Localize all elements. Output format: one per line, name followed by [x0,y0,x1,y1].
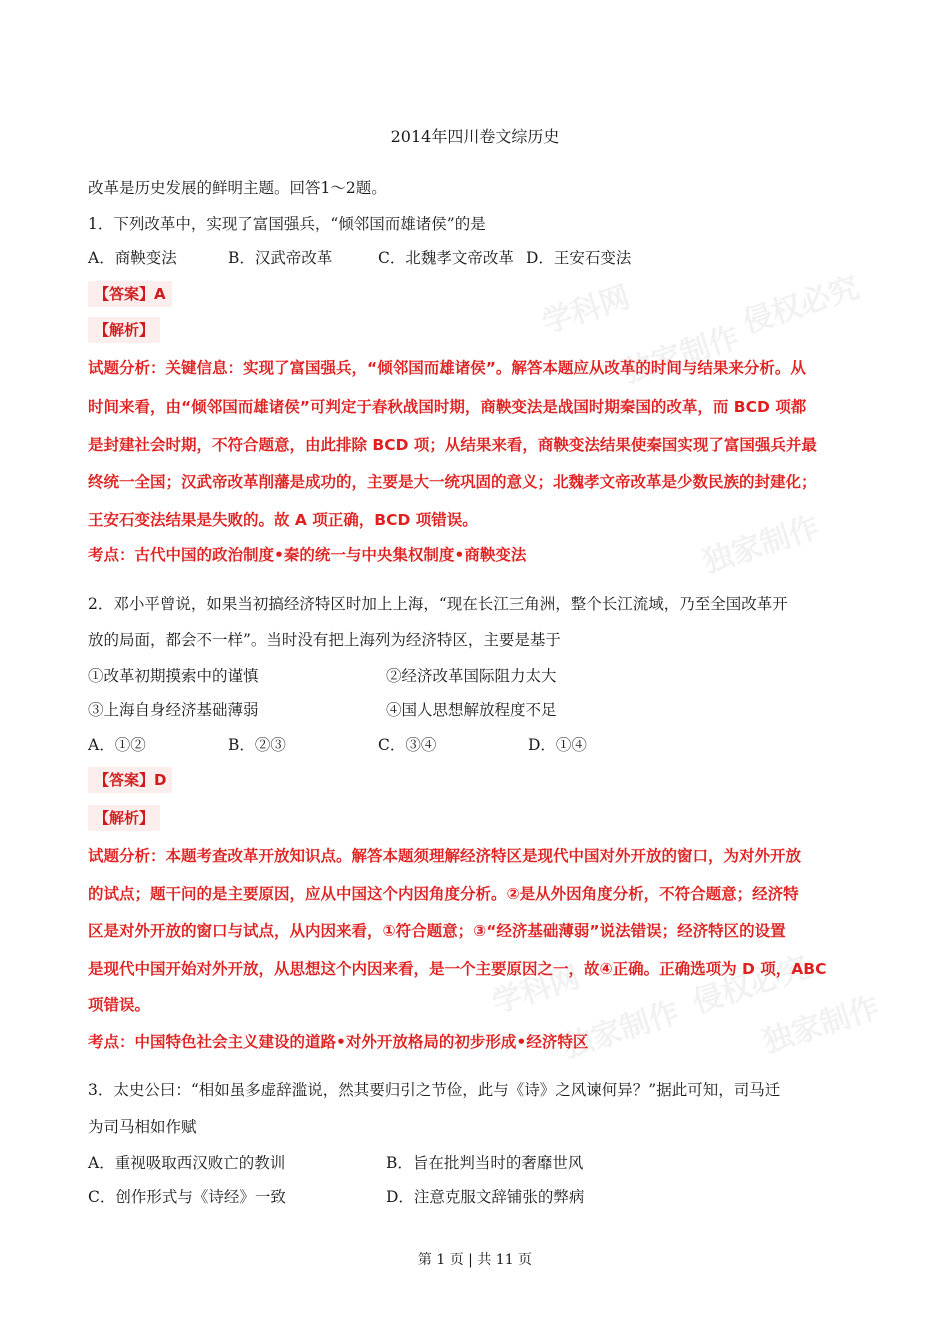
q1-option-a: A．商鞅变法 [88,249,177,267]
q3-option-c: C．创作形式与《诗经》一致 [88,1188,286,1206]
q3-option-d: D．注意克服文辞铺张的弊病 [386,1188,585,1206]
q2-option-c: C．③④ [378,736,437,754]
q1-analysis-line: 时间来看，由“倾邻国而雄诸侯”可判定于春秋战国时期，商鞅变法是战国时期秦国的改革，而 BCD 项都 [88,398,807,416]
q2-item-4: ④国人思想解放程度不足 [386,701,557,719]
q1-answer-tag: 【答案】A [88,281,172,307]
q2-analysis-line: 是现代中国开始对外开放，从思想这个内因来看，是一个主要原因之一，故④正确。正确选项为 D 项，ABC [88,960,827,978]
q2-option-b: B．②③ [228,736,286,754]
q2-item-3: ③上海自身经济基础薄弱 [88,701,259,719]
q3-stem-line: 3．太史公曰：“相如虽多虚辞滥说，然其要归引之节俭，此与《诗》之风谏何异？”据此可知，司马迁 [88,1081,781,1099]
q2-analysis-line: 区是对外开放的窗口与试点，从内因来看，①符合题意；③“经济基础薄弱”说法错误；经济特区的设置 [88,922,786,940]
q2-answer-tag: 【答案】D [88,767,172,793]
watermark-text: 侵权必究 [738,270,864,341]
q1-option-d: D．王安石变法 [526,249,632,267]
page-title: 2014年四川卷文综历史 [390,127,560,146]
q2-analysis-line: 试题分析：本题考查改革开放知识点。解答本题须理解经济特区是现代中国对外开放的窗口，为对外开放 [88,847,802,865]
q1-analysis-line: 是封建社会时期，不符合题意，由此排除 BCD 项；从结果来看，商鞅变法结果使秦国实现了富国强兵并最 [88,436,817,454]
intro-text: 改革是历史发展的鲜明主题。回答1～2题。 [88,179,387,197]
watermark-text: 侵权必究 [688,950,814,1021]
q2-analysis-tag: 【解析】 [88,805,160,831]
watermark-text: 学科网 [537,279,635,341]
watermark-text: 独家制作 [558,995,684,1066]
q1-analysis-tag: 【解析】 [88,317,160,343]
q3-stem-line: 为司马相如作赋 [88,1118,197,1136]
q3-option-b: B．旨在批判当时的奢靡世风 [386,1154,584,1172]
watermark-text: 独家制作 [618,320,744,391]
q1-stem: 1．下列改革中，实现了富国强兵，“倾邻国而雄诸侯”的是 [88,215,486,233]
q1-kaodian: 考点：古代中国的政治制度•秦的统一与中央集权制度•商鞅变法 [88,546,527,564]
q2-stem-line: 2．邓小平曾说，如果当初搞经济特区时加上上海，“现在长江三角洲，整个长江流域，乃至全国改革开 [88,595,788,613]
watermark-text: 独家制作 [758,990,884,1061]
q1-analysis-line: 终统一全国；汉武帝改革削藩是成功的，主要是大一统巩固的意义；北魏孝文帝改革是少数民族的封建化； [88,473,817,491]
q2-option-a: A．①② [88,736,146,754]
q2-stem-line: 放的局面，都会不一样”。当时没有把上海列为经济特区，主要是基于 [88,631,561,649]
q1-analysis-line: 王安石变法结果是失败的。故 A 项正确，BCD 项错误。 [88,511,478,529]
q2-option-d: D．①④ [528,736,587,754]
watermark-text: 学科网 [487,959,585,1021]
watermark-text: 独家制作 [698,510,824,581]
q2-kaodian: 考点：中国特色社会主义建设的道路•对外开放格局的初步形成•经济特区 [88,1033,589,1051]
q1-option-c: C．北魏孝文帝改革 [378,249,514,267]
q1-analysis-line: 试题分析：关键信息：实现了富国强兵，“倾邻国而雄诸侯”。解答本题应从改革的时间与结果来分析。从 [88,359,806,377]
q1-option-b: B．汉武帝改革 [228,249,333,267]
q3-option-a: A．重视吸取西汉败亡的教训 [88,1154,286,1172]
q2-analysis-line: 的试点；题干问的是主要原因，应从中国这个内因角度分析。②是从外因角度分析，不符合题意；经济特 [88,885,799,903]
q2-item-2: ②经济改革国际阻力太大 [386,667,557,685]
q2-item-1: ①改革初期摸索中的谨慎 [88,667,259,685]
q2-analysis-line: 项错误。 [88,996,151,1014]
page-footer: 第 1 页 | 共 11 页 [417,1252,533,1268]
